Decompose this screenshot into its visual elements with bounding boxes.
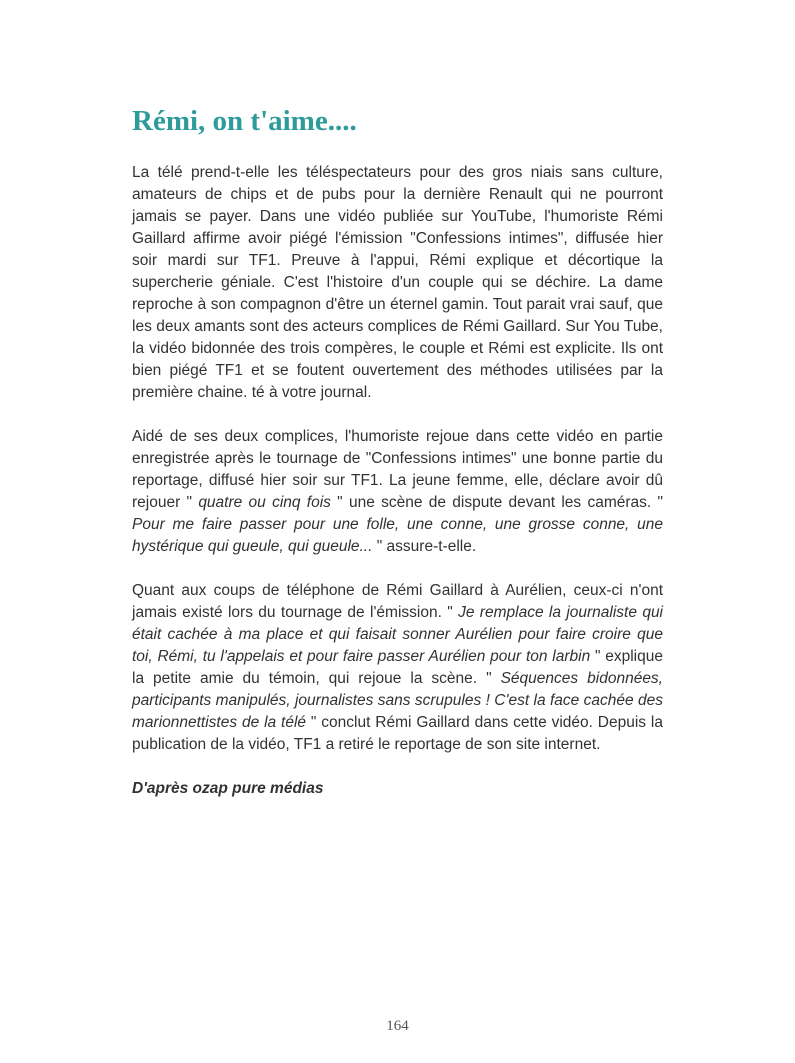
text-segment: " une scène de dispute devant les caméras. " [330, 494, 663, 511]
text-segment: Pour me faire passer pour une folle, une conne, une grosse conne, une hystérique qui gueule, qui gueule... [132, 516, 663, 555]
text-segment: " assure-t-elle. [372, 538, 477, 555]
attribution: D'après ozap pure médias [132, 780, 324, 797]
page-number: 164 [386, 1018, 409, 1034]
text-segment: Quant aux coups de téléphone de Rémi Gaillard à Aurélien, ceux-ci n'ont jamais existé lors du tournage de l'émission. " [132, 582, 663, 621]
article-title: Rémi, on t'aime.... [132, 105, 357, 137]
paragraph [132, 426, 663, 558]
text-segment: " conclut Rémi Gaillard dans cette vidéo. Depuis la publication de la vidéo, TF1 a retiré le reportage de son site internet. [132, 714, 663, 753]
text-segment: La télé prend-t-elle les téléspectateurs pour des gros niais sans culture, amateurs de chips et de pubs pour la dernière Renault qui ne pourront jamais se payer. Dans une vidéo publiée sur YouTube, l'humoriste Rémi Gaillard affirme avoir piégé l'émission "Confessions intimes", diffusée hier soir mardi sur TF1. Preuve à l'appui, Rémi explique et décortique la supercherie géniale. C'est l'histoire d'un couple qui se déchire. La dame reproche à son compagnon d'être un éternel gamin. Tout parait vrai sauf, que les deux amants sont des acteurs complices de Rémi Gaillard. Sur You Tube, la vidéo bidonnée des trois compères, le couple et Rémi est explicite. Ils ont bien piégé TF1 et se foutent ouvertement des méthodes utilisées par la première chaine. té à votre journal. [132, 164, 663, 401]
paragraph [132, 580, 663, 756]
text-segment: " explique la petite amie du témoin, qui rejoue la scène. " [132, 648, 663, 687]
article-content [132, 104, 663, 800]
text-segment: Séquences bidonnées, participants manipulés, journalistes sans scrupules ! C'est la face cachée des marionnettistes de la télé [132, 670, 663, 731]
text-segment: Je remplace la journaliste qui était cachée à ma place et qui faisait sonner Aurélien pour faire croire que toi, Rémi, tu l'appelais et pour faire passer Aurélien pour ton larbin [132, 604, 664, 665]
article-body [132, 162, 663, 756]
text-segment: quatre ou cinq fois [198, 494, 331, 511]
text-segment: Aidé de ses deux complices, l'humoriste rejoue dans cette vidéo en partie enregistrée après le tournage de "Confessions intimes" une bonne partie du reportage, diffusé hier soir sur TF1. La jeune femme, elle, déclare avoir dû rejouer " [132, 428, 663, 511]
paragraph [132, 162, 663, 404]
